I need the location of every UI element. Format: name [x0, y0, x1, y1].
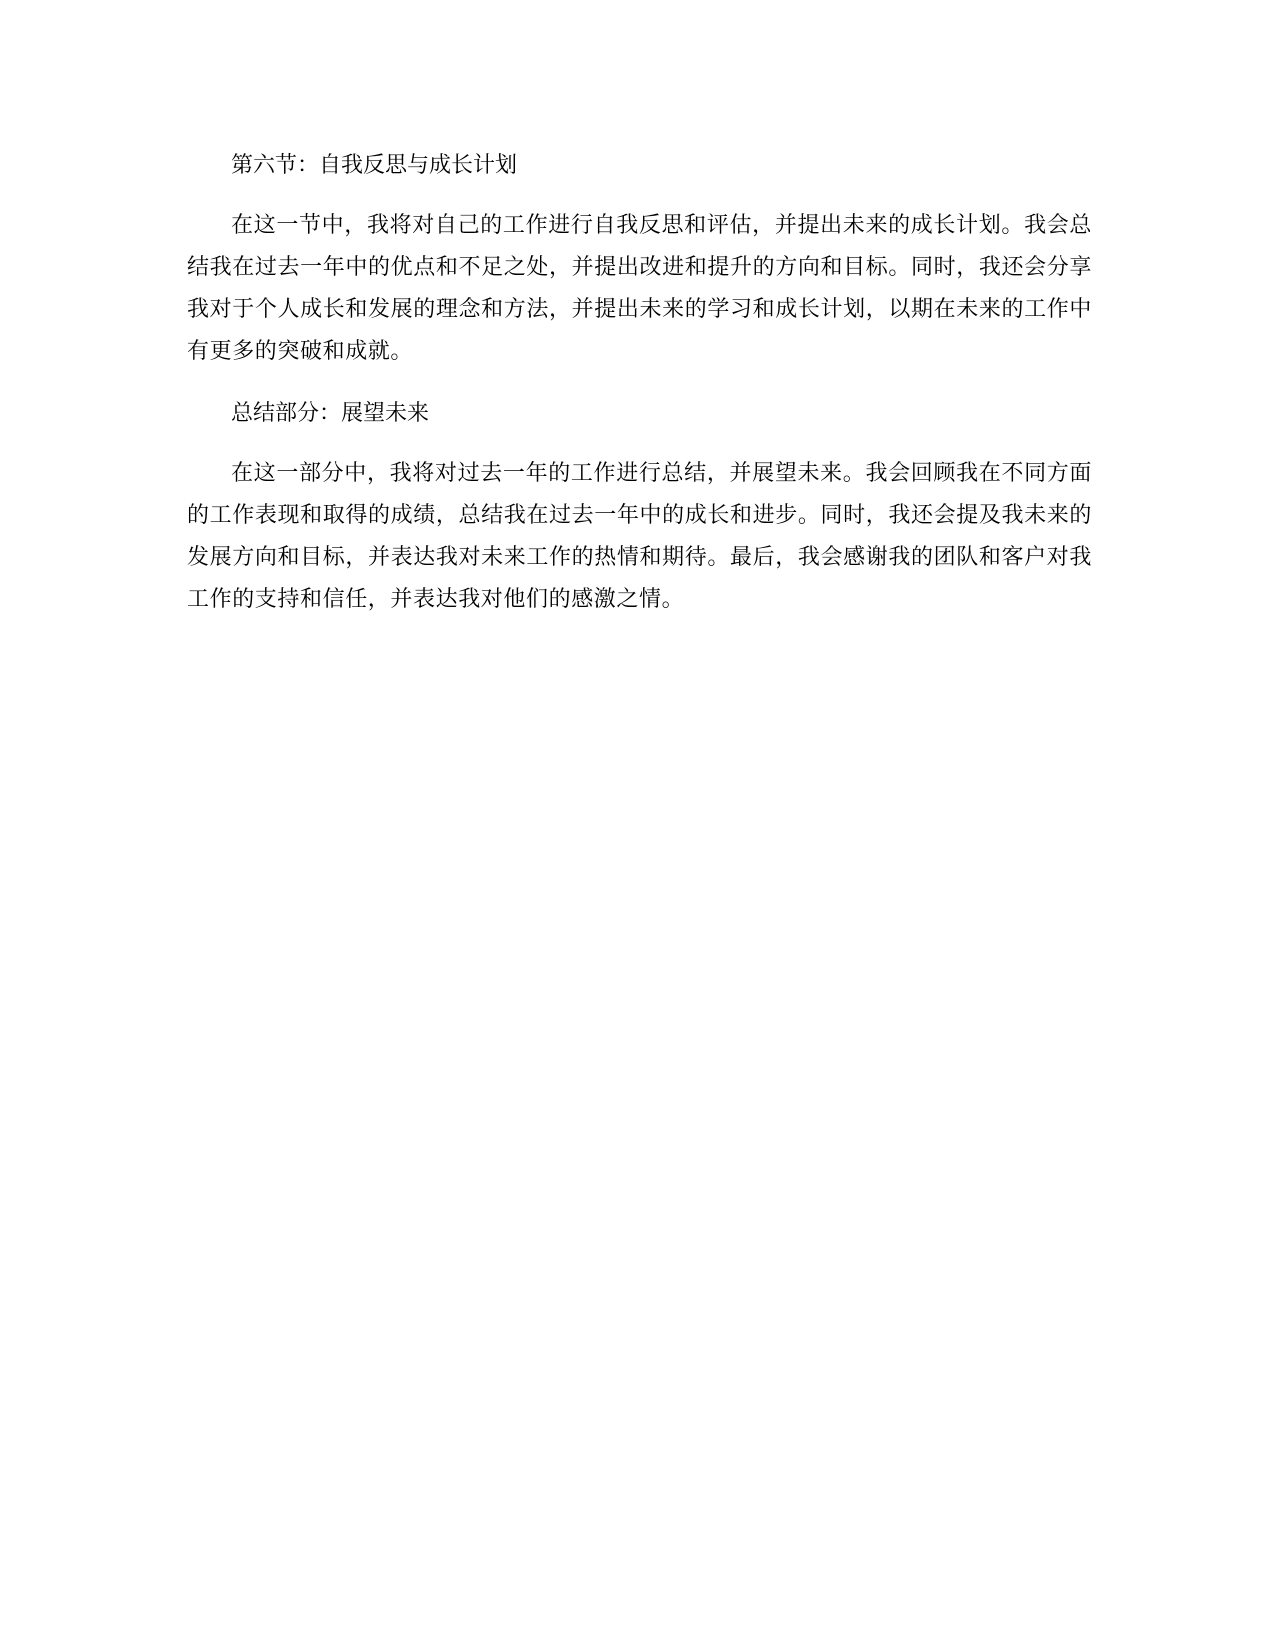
section-paragraph-self-reflection: 在这一节中，我将对自己的工作进行自我反思和评估，并提出未来的成长计划。我会总结我在过去一年中的优点和不足之处，并提出改进和提升的方向和目标。同时，我还会分享我对于个人成长和发展的理念和方法，并提出未来的学习和成长计划，以期在未来的工作中有更多的突破和成就。	[187, 213, 1092, 364]
section-heading-summary: 总结部分：展望未来	[231, 401, 430, 426]
document-content	[187, 145, 1092, 641]
section-heading-self-reflection: 第六节：自我反思与成长计划	[231, 153, 518, 178]
section-paragraph-summary: 在这一部分中，我将对过去一年的工作进行总结，并展望未来。我会回顾我在不同方面的工作表现和取得的成绩，总结我在过去一年中的成长和进步。同时，我还会提及我未来的发展方向和目标，并表达我对未来工作的热情和期待。最后，我会感谢我的团队和客户对我工作的支持和信任，并表达我对他们的感激之情。	[187, 461, 1092, 612]
